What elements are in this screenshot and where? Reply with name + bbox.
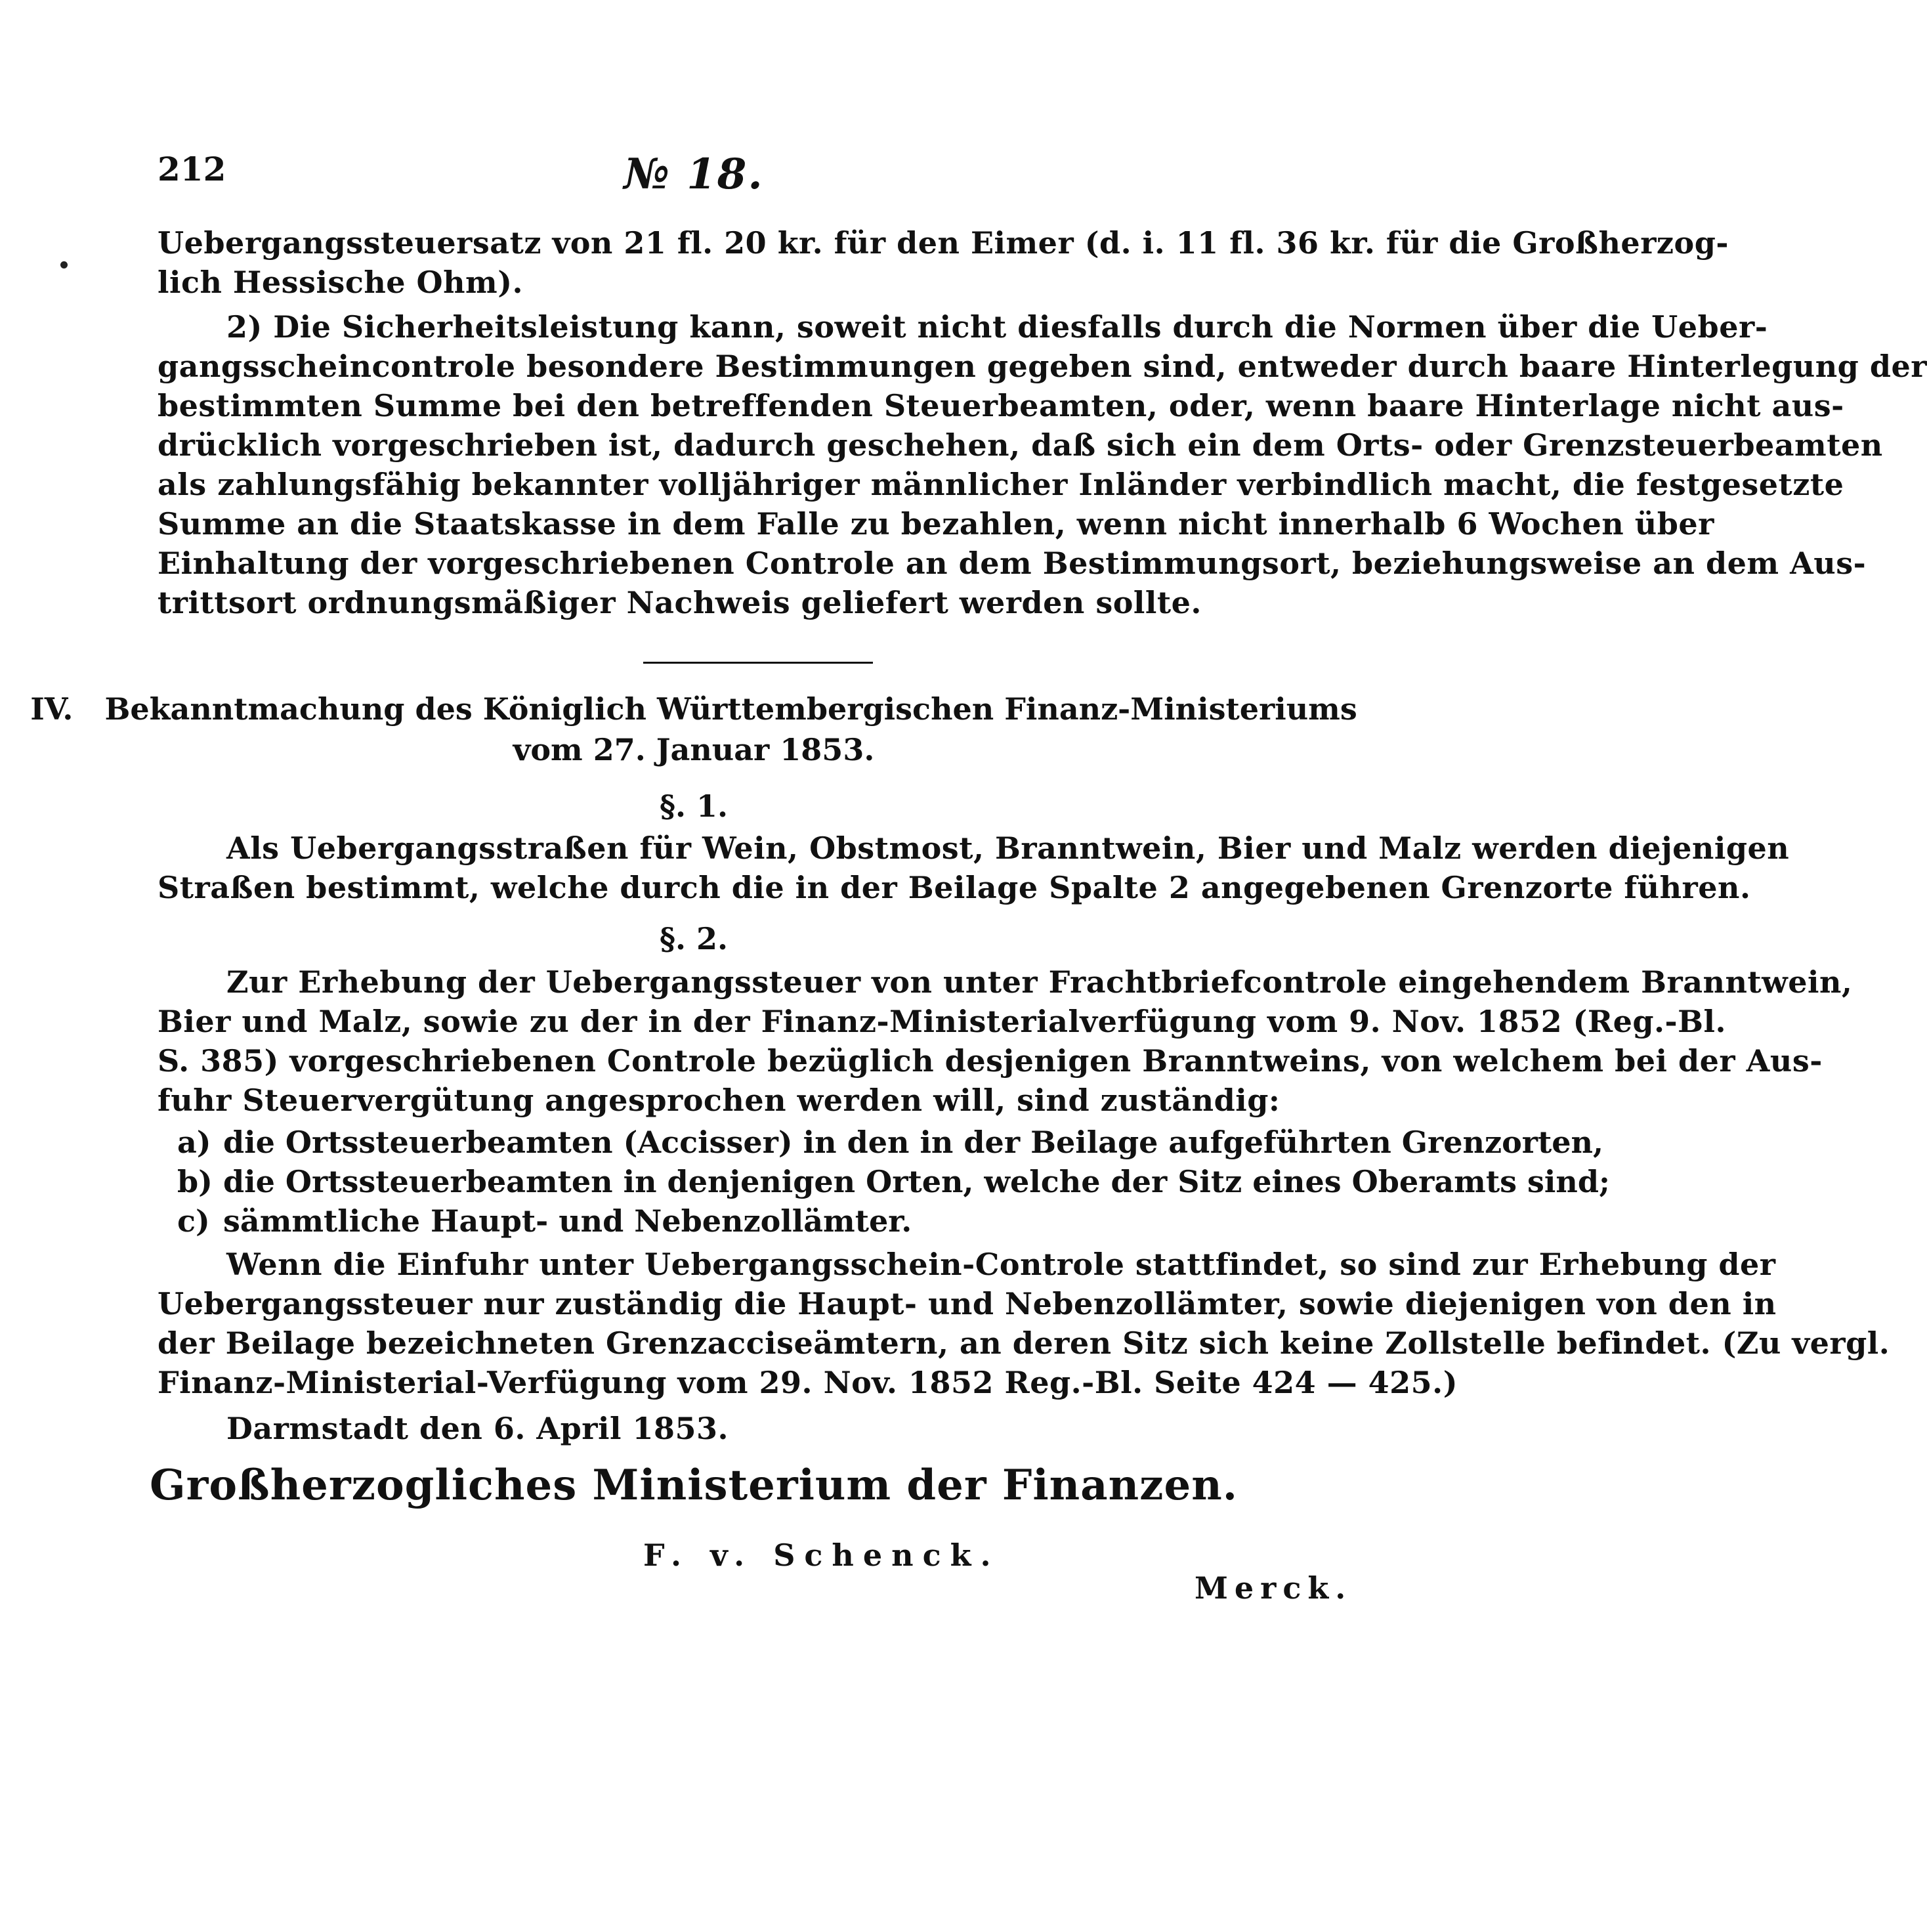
text-line: Finanz-Ministerial-Verfügung vom 29. Nov. 1852 Reg.-Bl. Seite 424 — 425.) [158,1365,1458,1400]
section-heading-date: vom 27. Januar 1853. [513,732,875,767]
list-label: a) [177,1125,211,1160]
text-line: trittsort ordnungsmäßiger Nachweis geliefert werden sollte. [158,585,1202,620]
text-line: Zur Erhebung der Uebergangssteuer von unter Frachtbriefcontrole eingehendem Branntwein, [226,964,1853,1000]
list-item: sämmtliche Haupt- und Nebenzollämter. [223,1203,912,1239]
signer-name: Merck. [1195,1570,1353,1606]
text-line: der Beilage bezeichneten Grenzacciseämtern, an deren Sitz sich keine Zollstelle befindet. (Zu vergl. [158,1325,1890,1361]
issue-number: № 18. [624,150,764,199]
text-line: Summe an die Staatskasse in dem Falle zu bezahlen, wenn nicht innerhalb 6 Wochen über [158,506,1714,542]
text-line: Wenn die Einfuhr unter Uebergangsschein-Controle stattfindet, so sind zur Erhebung der [226,1247,1776,1282]
text-line: lich Hessische Ohm). [158,265,524,300]
list-label: b) [177,1164,213,1199]
margin-mark [60,261,68,268]
text-line: S. 385) vorgeschriebenen Controle bezüglich desjenigen Branntweins, von welchem bei der Aus- [158,1043,1823,1079]
text-line: bestimmten Summe bei den betreffenden Steuerbeamten, oder, wenn baare Hinterlage nicht aus- [158,388,1844,423]
text-line: Uebergangssteuer nur zuständig die Haupt- und Nebenzollämter, sowie diejenigen von den in [158,1286,1777,1321]
text-line: als zahlungsfähig bekannter volljähriger männlicher Inländer verbindlich macht, die festgesetzte [158,467,1844,502]
text-line: Uebergangssteuersatz von 21 fl. 20 kr. für den Eimer (d. i. 11 fl. 36 kr. für die Großherzog- [158,225,1729,261]
ministry-signature: Großherzogliches Ministerium der Finanzen. [149,1461,1239,1510]
place-date: Darmstadt den 6. April 1853. [226,1411,729,1446]
list-item: die Ortssteuerbeamten in denjenigen Orten, welche der Sitz eines Oberamts sind; [223,1164,1610,1199]
text-line: 2) Die Sicherheitsleistung kann, soweit nicht diesfalls durch die Normen über die Ueber- [226,309,1768,345]
list-item: die Ortssteuerbeamten (Accisser) in den in der Beilage aufgeführten Grenzorten, [223,1125,1604,1160]
section-heading: IV. Bekanntmachung des Königlich Württembergischen Finanz-Ministeriums [30,691,1357,727]
paragraph-mark: §. 2. [659,921,729,956]
signer-name: F. v. Schenck. [643,1537,1000,1573]
section-divider [643,662,873,664]
text-line: fuhr Steuervergütung angesprochen werden will, sind zuständig: [158,1083,1281,1118]
page-number: 212 [158,150,226,188]
text-line: Als Uebergangsstraßen für Wein, Obstmost, Branntwein, Bier und Malz werden diejenigen [226,830,1790,866]
text-line: gangsscheincontrole besondere Bestimmungen gegeben sind, entweder durch baare Hinterlegung der [158,349,1927,384]
paragraph-mark: §. 1. [659,788,729,824]
text-line: Bier und Malz, sowie zu der in der Finanz-Ministerialverfügung vom 9. Nov. 1852 (Reg.-Bl. [158,1004,1726,1039]
text-line: Straßen bestimmt, welche durch die in der Beilage Spalte 2 angegebenen Grenzorte führen. [158,870,1751,905]
text-line: Einhaltung der vorgeschriebenen Controle an dem Bestimmungsort, beziehungsweise an dem Aus- [158,546,1867,581]
text-line: drücklich vorgeschrieben ist, dadurch geschehen, daß sich ein dem Orts- oder Grenzsteuerbeamten [158,427,1883,463]
list-label: c) [177,1203,210,1239]
